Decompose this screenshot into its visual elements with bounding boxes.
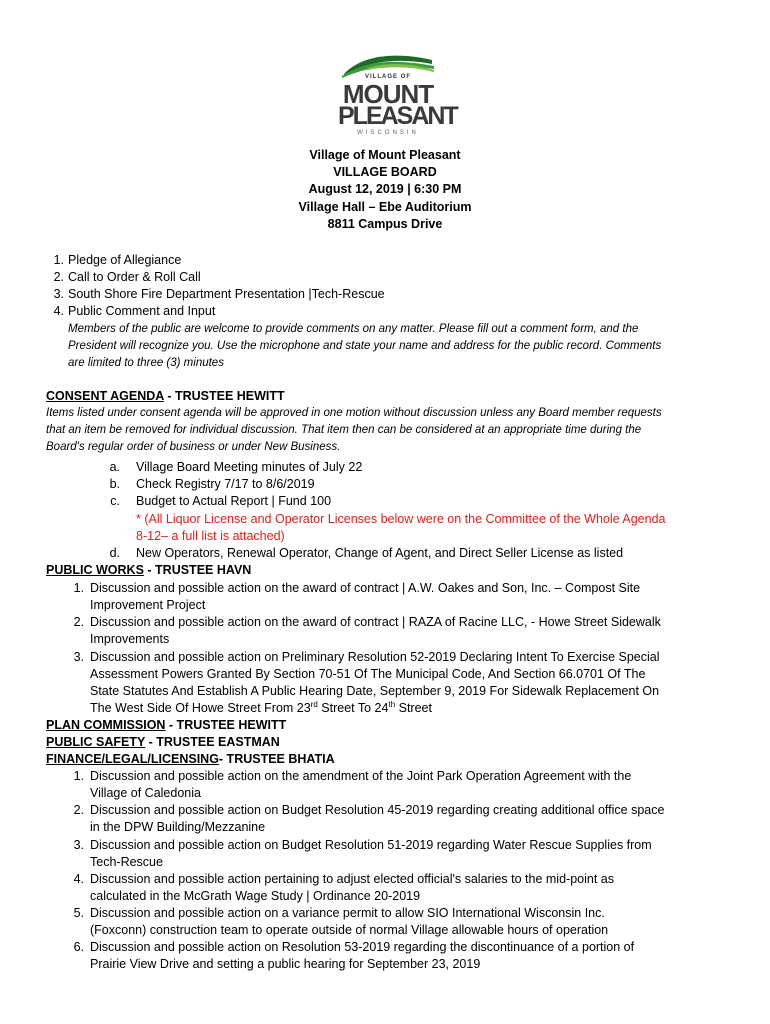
list-number: 2. xyxy=(73,803,84,817)
list-number: 1. xyxy=(73,769,84,783)
list-item: Pledge of Allegiance xyxy=(68,253,182,267)
header-address: 8811 Campus Drive xyxy=(327,216,443,231)
list-item: Check Registry 7/17 to 8/6/2019 xyxy=(136,477,315,491)
list-number: 2. xyxy=(73,615,84,629)
list-number: d. xyxy=(109,546,120,560)
list-item: Village Board Meeting minutes of July 22 xyxy=(136,460,363,474)
list-number: a. xyxy=(109,460,120,474)
list-item: South Shore Fire Department Presentation |Tech-Rescue xyxy=(68,287,385,301)
list-number: 5. xyxy=(73,906,84,920)
logo-mount: MOUNT xyxy=(342,79,434,109)
plan-commission-heading: PLAN COMMISSION - TRUSTEE HEWITT xyxy=(46,718,287,732)
list-item: Public Comment and Input xyxy=(68,304,216,318)
logo-village-of: VILLAGE OF xyxy=(365,74,411,80)
liquor-license-note: 8-12– a full list is attached) xyxy=(136,529,285,543)
liquor-license-note: * (All Liquor License and Operator Licenses below were on the Committee of the Whole Agenda xyxy=(136,512,666,526)
list-item: Call to Order & Roll Call xyxy=(68,270,201,284)
list-number: 3. xyxy=(73,838,84,852)
logo-state: WISCONSIN xyxy=(357,130,419,136)
list-number: 4. xyxy=(73,872,84,886)
list-number: 3. xyxy=(53,287,64,301)
consent-agenda-heading: CONSENT AGENDA - TRUSTEE HEWITT xyxy=(46,389,285,403)
logo-pleasant: PLEASANT xyxy=(338,102,457,130)
list-number: 1. xyxy=(53,253,64,267)
list-item: New Operators, Renewal Operator, Change of Agent, and Direct Seller License as listed xyxy=(136,546,624,560)
public-works-heading: PUBLIC WORKS - TRUSTEE HAVN xyxy=(46,563,252,577)
header-location: Village Hall – Ebe Auditorium xyxy=(298,199,472,214)
list-number: c. xyxy=(110,494,120,508)
howe-street-line: The West Side Of Howe Street From 23rd Street To 24th Street xyxy=(90,699,432,715)
list-number: b. xyxy=(109,477,120,491)
list-number: 6. xyxy=(73,940,84,954)
list-number: 1. xyxy=(73,581,84,595)
public-safety-heading: PUBLIC SAFETY - TRUSTEE EASTMAN xyxy=(46,735,280,749)
header-board: VILLAGE BOARD xyxy=(333,165,437,180)
header-village: Village of Mount Pleasant xyxy=(309,148,461,162)
meeting-header xyxy=(0,147,770,233)
header-date: August 12, 2019 | 6:30 PM xyxy=(308,182,462,197)
list-number: 3. xyxy=(73,650,84,664)
list-item: Budget to Actual Report | Fund 100 xyxy=(136,494,332,508)
agenda-page: VILLAGE OF MOUNT PLEASANT WISCONSIN Village of Mount Pleasant VILLAGE BOARD August 12, 2019 | 6:30 PM Village Hall – Ebe Auditorium 8811 Campus Drive 1. Pledge of Allegiance 2. Call to Order & Roll Call 3. South Shore Fire Department Presentation |Tech-Rescue 4. Public Comment and Input Members of the public are welcome to provide comments on any matter. Please fill out a comment form, and the President will recognize you. Use the microphone and state your name and address for the public record. Comments are limited to three (3) minutes CONSENT AGENDA - TRUSTEE HEWITT Items listed under consent agenda will be approved in one motion without discussion unless any Board member requests that an item be removed for individual discussion. That item then can be considered at an appropriate time during the Board's regular order of business or under New Business. a. Village Board Meeting minutes of July 22 b. Check Registry 7/17 to 8/6/2019 c. Budget to Actual Report | Fund 100 * (All Liquor License and Operator Licenses below were on the Committee of the Whole Agenda 8-12– a full list is attached) d. New Operators, Renewal Operator, Change of Agent, and Direct Seller License as listed PUBLIC WORKS - TRUSTEE HAVN 1. Discussion and possible action on the award of contract | A.W. Oakes and Son, Inc. – Compost Site Improvement Project 2. Discussion and possible action on the award of contract | RAZA of Racine LLC, - Howe Street Sidewalk Improvements 3. Discussion and possible action on Preliminary Resolution 52-2019 Declaring Intent To Exercise Special Assessment Powers Granted By Section 70-51 Of The Municipal Code, And Section 66.0701 Of The State Statutes And Establish A Public Hearing Date, September 9, 2019 For Sidewalk Replacement On The West Side Of Howe Street From 23rd Street To 24th Street PLAN COMMISSION - TRUSTEE HEWITT PUBLIC SAFETY - TRUSTEE EASTMAN FINANCE/LEGAL/LICENSING- TRUSTEE BHATIA 1. Discussion and possible action on the amendment of the Joint Park Operation Agreement with the Village of Caledonia 2. Discussion and possible action on Budget Resolution 45-2019 regarding creating additional office space in the DPW Building/Mezzanine 3. Discussion and possible action on Budget Resolution 51-2019 regarding Water Rescue Supplies from Tech-Rescue 4. Discussion and possible action pertaining to adjust elected official's salaries to the mid-point as calculated in the McGrath Wage Study | Ordinance 20-2019 5. Discussion and possible action on a variance permit to allow SIO International Wisconsin Inc. (Foxconn) construction team to operate outside of normal Village allowable hours of operation 6. Discussion and possible action on Resolution 53-2019 regarding the discontinuance of a portion of Prairie View Drive and setting a public hearing for September 23, 2019 xyxy=(0,0,770,1024)
list-number: 2. xyxy=(53,270,64,284)
list-number: 4. xyxy=(53,304,64,318)
finance-heading: FINANCE/LEGAL/LICENSING- TRUSTEE BHATIA xyxy=(46,752,335,766)
village-logo xyxy=(338,50,457,140)
